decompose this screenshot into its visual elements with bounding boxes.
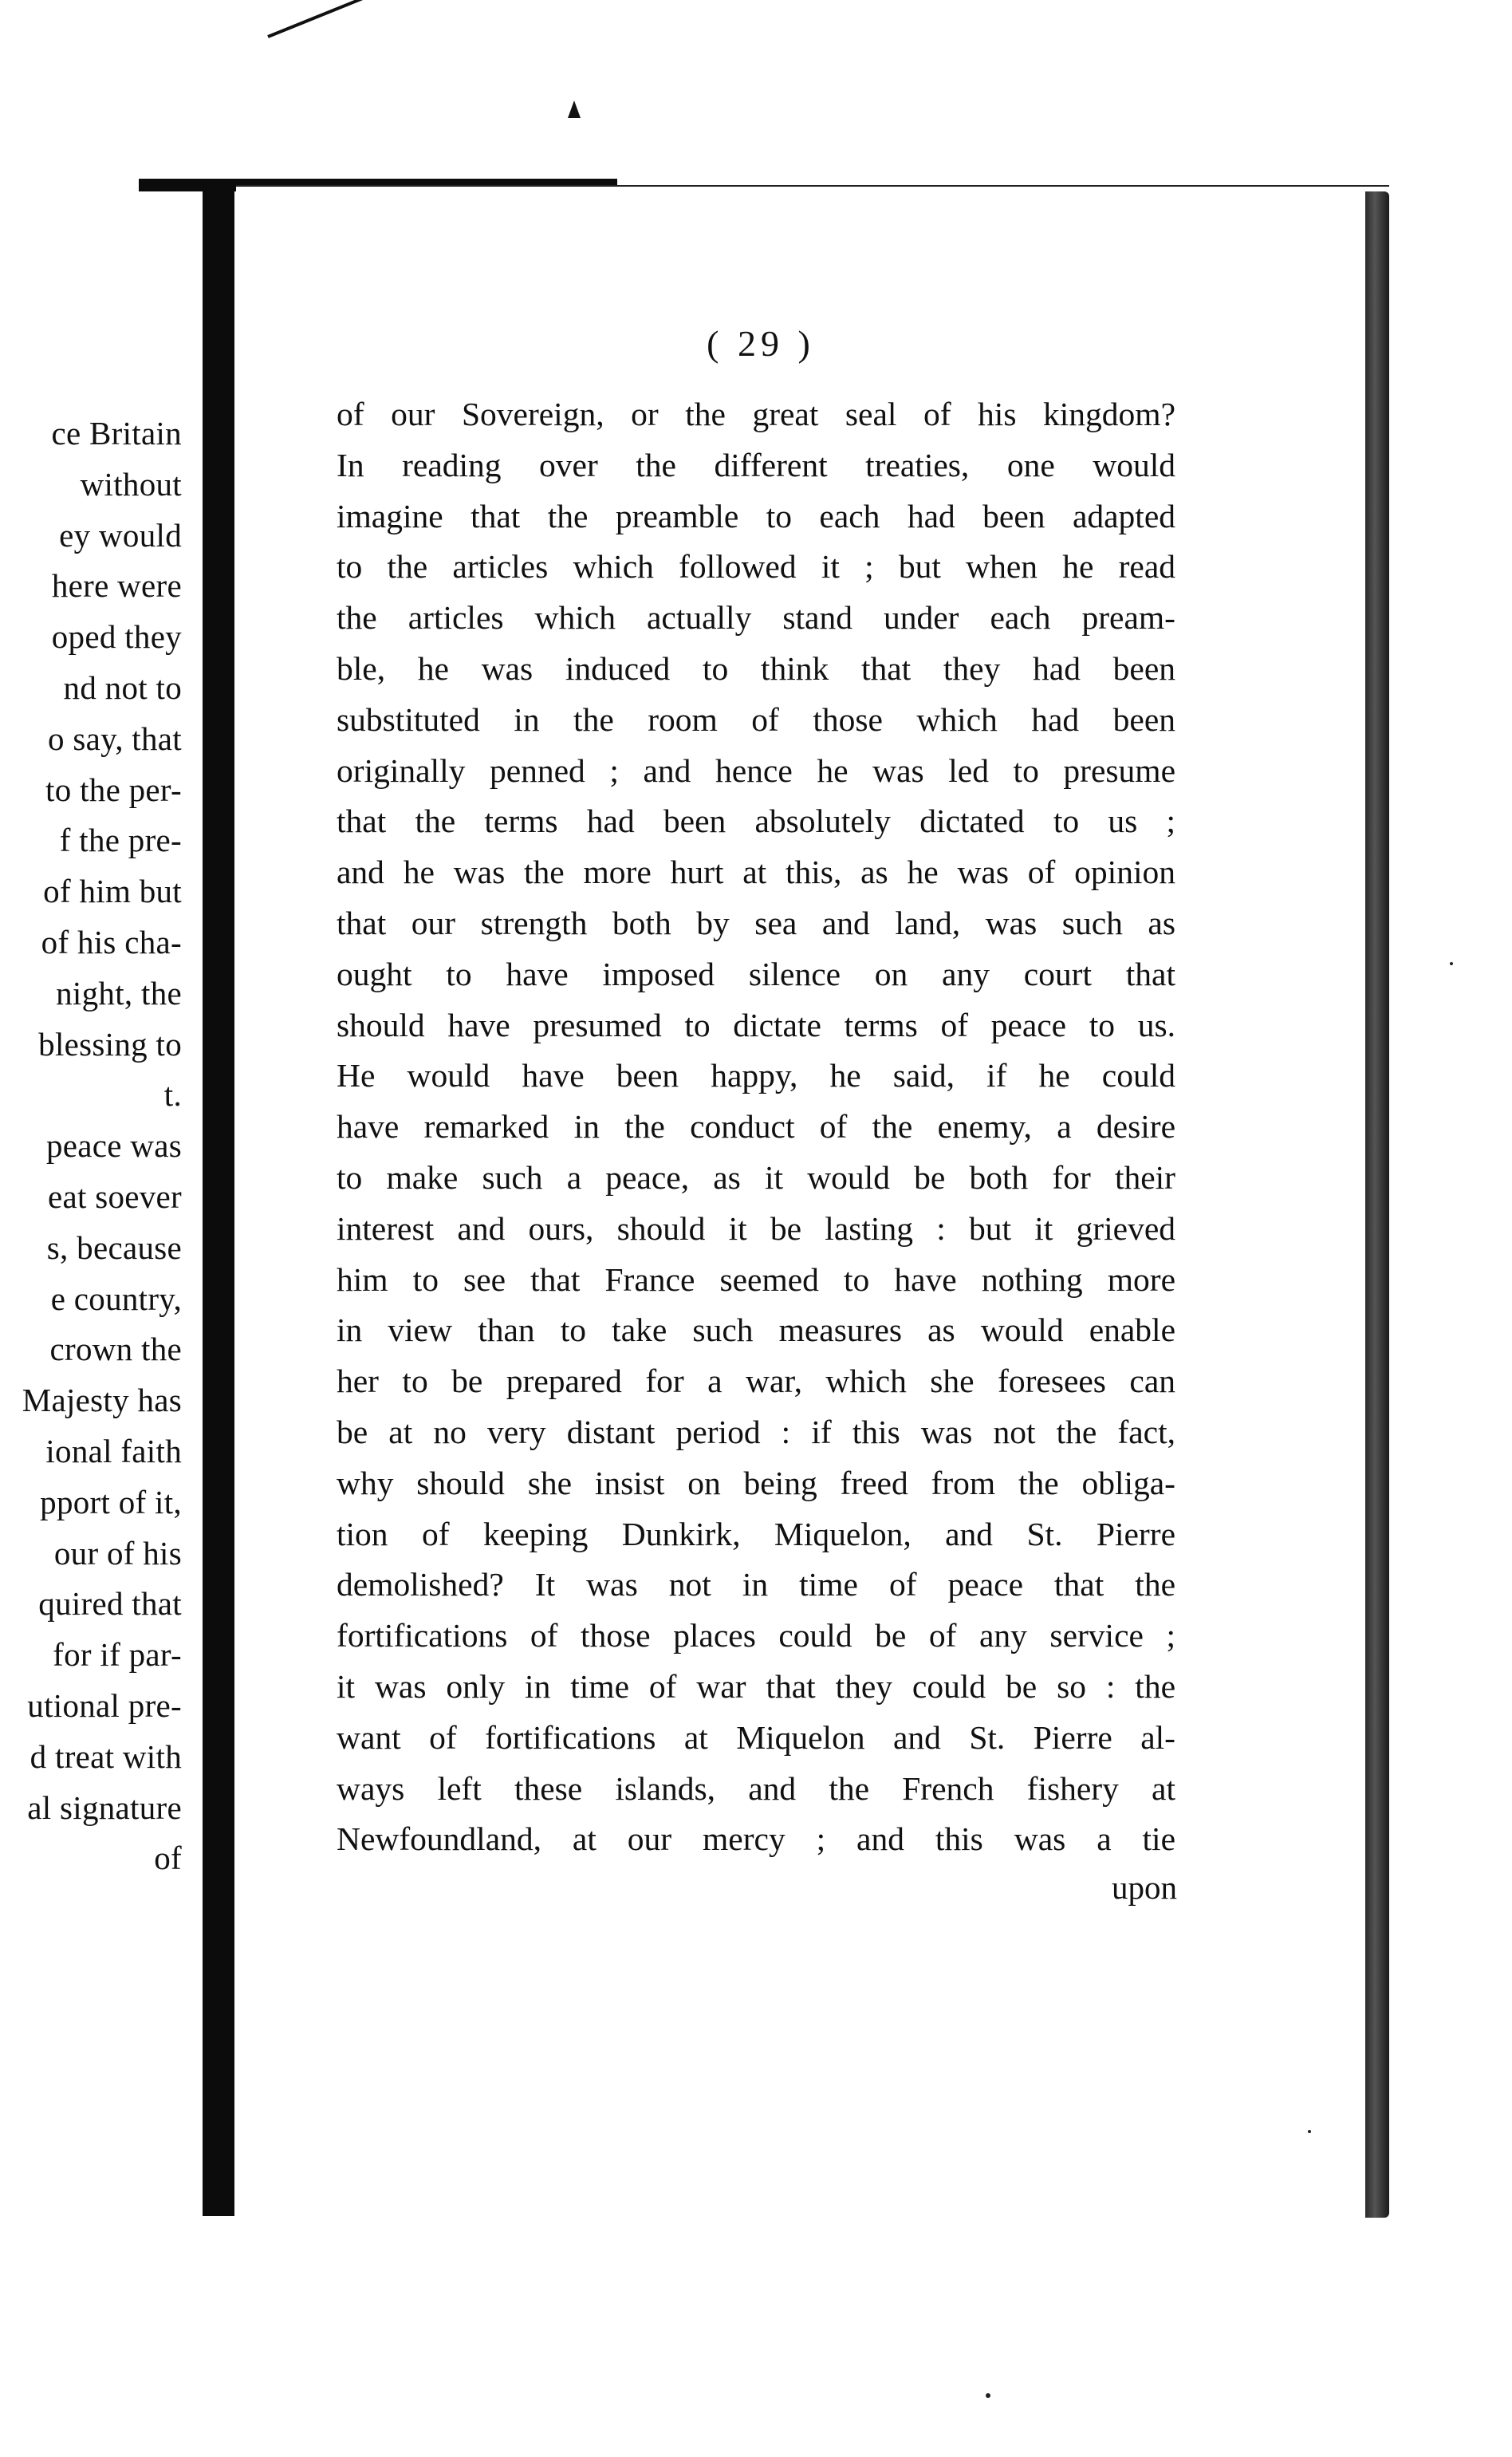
text-line: have remarked in the conduct of the enemy, a desire	[337, 1108, 1175, 1146]
text-line: s, because	[46, 1228, 182, 1266]
text-line: ought to have imposed silence on any court that	[337, 955, 1175, 992]
text-line: ce Britain	[51, 415, 182, 452]
text-line: Newfoundland, at our mercy ; and this was a tie	[337, 1820, 1175, 1858]
text-line: of his cha-	[41, 923, 182, 960]
text-line: and he was the more hurt at this, as he was of opinion	[337, 854, 1175, 891]
text-line: utional pre-	[27, 1686, 182, 1724]
text-line: Majesty has	[22, 1382, 182, 1419]
text-line: her to be prepared for a war, which she foresees can	[337, 1363, 1175, 1400]
text-line: pport of it,	[40, 1483, 182, 1520]
text-line: of our Sovereign, or the great seal of his kingdom?	[337, 396, 1175, 432]
text-line: night, the	[56, 974, 182, 1012]
text-line: f the pre-	[59, 822, 182, 859]
text-line: d treat with	[30, 1737, 182, 1775]
text-line: In reading over the different treaties, one would	[337, 446, 1175, 483]
text-line: demolished? It was not in time of peace that the	[337, 1566, 1175, 1603]
text-line: without	[80, 465, 182, 503]
text-line: oped they	[51, 618, 182, 656]
gutter-binding	[203, 185, 234, 2216]
left-page-fragment	[0, 191, 185, 1883]
text-line: t.	[163, 1076, 182, 1114]
text-line: it was only in time of war that they could be so : the	[337, 1667, 1175, 1705]
text-line: interest and ours, should it be lasting : but it grieved	[337, 1209, 1175, 1247]
text-line: fortifications of those places could be of any service ;	[337, 1617, 1175, 1654]
text-line: ey would	[59, 516, 182, 554]
text-line: of	[154, 1840, 182, 1877]
text-line: ble, he was induced to think that they had been	[337, 649, 1175, 687]
text-line: for if par-	[53, 1636, 182, 1674]
text-line: crown the	[49, 1331, 182, 1368]
text-line: the articles which actually stand under each pream-	[337, 599, 1175, 637]
text-line: be at no very distant period : if this was not the fact,	[337, 1413, 1175, 1450]
text-line: originally penned ; and hence he was led to presume	[337, 751, 1175, 789]
ink-mark	[568, 101, 581, 118]
catchword: upon	[1112, 1869, 1177, 1906]
text-line: substituted in the room of those which had been	[337, 700, 1175, 738]
text-line: in view than to take such measures as would enable	[337, 1311, 1175, 1349]
text-line: ional faith	[45, 1432, 182, 1469]
left-page-text	[0, 408, 182, 1883]
text-line: o say, that	[47, 720, 182, 757]
page-edge-shadow	[1365, 191, 1389, 2218]
text-line: eat soever	[47, 1177, 182, 1215]
text-line: that the terms had been absolutely dictated to us ;	[337, 803, 1175, 840]
text-line: to the per-	[45, 771, 182, 808]
text-line: why should she insist on being freed from the obliga-	[337, 1464, 1175, 1501]
text-line: blessing to	[38, 1025, 182, 1063]
text-line: e country,	[50, 1280, 182, 1317]
text-line: here were	[51, 567, 182, 605]
text-line: peace was	[45, 1127, 182, 1165]
text-line: tion of keeping Dunkirk, Miquelon, and St. Pierre	[337, 1515, 1175, 1552]
speck	[1450, 962, 1453, 965]
text-line: quired that	[38, 1585, 182, 1623]
text-line: to the articles which followed it ; but when he read	[337, 548, 1175, 586]
text-line: should have presumed to dictate terms of peace to us.	[337, 1006, 1175, 1043]
text-line: imagine that the preamble to each had been adapted	[337, 497, 1175, 534]
text-line: him to see that France seemed to have nothing more	[337, 1260, 1175, 1298]
speck	[1308, 2130, 1311, 2133]
text-line: al signature	[27, 1789, 182, 1826]
text-line: of him but	[43, 873, 182, 910]
pen-scratch-mark	[267, 0, 364, 38]
text-line: to make such a peace, as it would be both for their	[337, 1158, 1175, 1196]
text-line: He would have been happy, he said, if he could	[337, 1057, 1175, 1094]
text-line: nd not to	[63, 668, 182, 706]
text-line: want of fortifications at Miquelon and St. Pierre al-	[337, 1718, 1175, 1756]
text-line: ways left these islands, and the French fishery at	[337, 1769, 1175, 1807]
page-number: ( 29 )	[707, 323, 815, 364]
speck	[986, 2393, 990, 2398]
text-line: our of his	[53, 1534, 182, 1572]
main-page	[236, 185, 1389, 2221]
text-line: that our strength both by sea and land, was such as	[337, 904, 1175, 941]
page-body-text	[337, 389, 1175, 1865]
